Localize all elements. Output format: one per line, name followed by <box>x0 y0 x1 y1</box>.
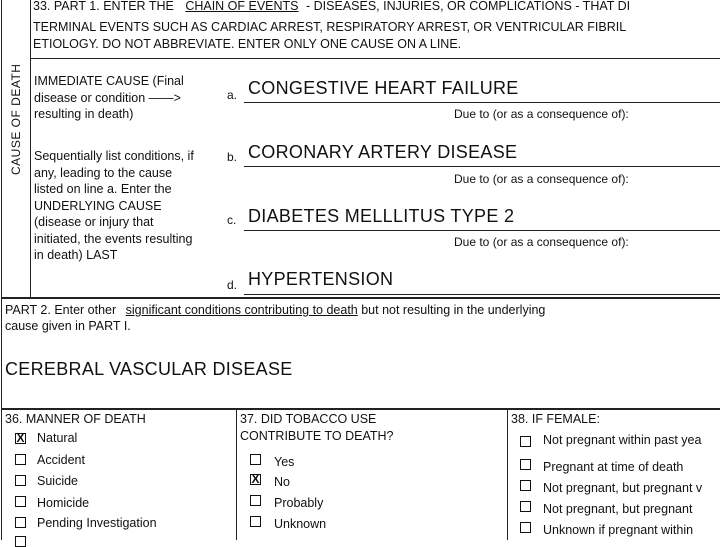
tobacco-yes-checkbox[interactable] <box>250 454 261 465</box>
tobacco-title-line2: CONTRIBUTE TO DEATH? <box>240 429 394 443</box>
pending-investigation-label: Pending Investigation <box>37 516 157 530</box>
part1-header-line3: ETIOLOGY. DO NOT ABBREVIATE. ENTER ONLY ONE CAUSE ON A LINE. <box>33 37 462 51</box>
tobacco-female-divider <box>507 408 508 540</box>
female-opt1-label: Not pregnant within past yea <box>543 433 702 447</box>
if-female-title: 38. IF FEMALE: <box>511 412 600 426</box>
due-to-b: Due to (or as a consequence of): <box>454 172 629 186</box>
cause-a-rule <box>244 102 720 103</box>
part1-number: 33. <box>33 0 51 13</box>
tobacco-probably-label: Probably <box>274 496 324 510</box>
part1-header-rule <box>30 58 720 59</box>
accident-checkbox[interactable] <box>15 454 26 465</box>
tobacco-unknown-label: Unknown <box>274 517 327 531</box>
part2-label-line1 <box>5 302 545 319</box>
female-opt2-checkbox[interactable] <box>520 459 531 470</box>
part2-label-line2: cause given in PART I. <box>5 319 131 333</box>
female-opt4-label: Not pregnant, but pregnant <box>543 502 693 516</box>
part1-header-line1 <box>33 0 630 13</box>
female-opt1-checkbox[interactable] <box>520 436 531 447</box>
part1-title-pre: PART 1. ENTER THE <box>53 0 174 13</box>
natural-checkbox[interactable]: X <box>16 431 25 445</box>
suicide-checkbox[interactable] <box>15 475 26 486</box>
manner-of-death-title: 36. MANNER OF DEATH <box>5 412 146 426</box>
chain-of-events-link: CHAIN OF EVENTS <box>185 0 299 13</box>
cause-c-letter: c. <box>227 213 237 227</box>
cause-d-letter: d. <box>227 278 238 292</box>
female-opt5-label: Unknown if pregnant within <box>543 523 694 537</box>
cutoff-checkbox[interactable] <box>15 536 26 547</box>
significant-conditions-link: significant conditions contributing to death <box>125 303 358 317</box>
cause-c-rule <box>244 230 720 231</box>
cause-b-letter: b. <box>227 150 238 164</box>
pending-investigation-checkbox[interactable] <box>15 517 26 528</box>
part2-top-rule <box>1 297 720 299</box>
part1-header-line2: TERMINAL EVENTS SUCH AS CARDIAC ARREST, RESPIRATORY ARREST, OR VENTRICULAR FIBRIL <box>33 20 627 34</box>
side-divider <box>30 0 31 297</box>
sequential-conditions-label: Sequentially list conditions, if any, leading to the cause listed on line a. Enter the UNDERLYING CAUSE (disease or injury that initiated, the events resulting in death) LAST <box>34 149 194 262</box>
part2-pre: PART 2. Enter other <box>5 303 117 317</box>
female-opt3-label: Not pregnant, but pregnant v <box>543 481 703 495</box>
female-opt5-checkbox[interactable] <box>520 522 531 533</box>
due-to-a: Due to (or as a consequence of): <box>454 107 629 121</box>
cause-d-field[interactable]: HYPERTENSION <box>248 269 394 289</box>
cause-a-letter: a. <box>227 88 238 102</box>
tobacco-no-checkbox[interactable]: X <box>251 472 260 486</box>
homicide-label: Homicide <box>37 496 90 510</box>
cause-b-field[interactable]: CORONARY ARTERY DISEASE <box>248 142 518 162</box>
part2-field[interactable]: CEREBRAL VASCULAR DISEASE <box>5 359 293 379</box>
suicide-label: Suicide <box>37 474 78 488</box>
tobacco-title-line1: 37. DID TOBACCO USE <box>240 412 377 426</box>
manner-tobacco-divider <box>236 408 237 540</box>
accident-label: Accident <box>37 453 85 467</box>
cause-c-field[interactable]: DIABETES MELLLITUS TYPE 2 <box>248 206 515 226</box>
cause-of-death-side-label: CAUSE OF DEATH <box>9 63 23 175</box>
female-opt4-checkbox[interactable] <box>520 501 531 512</box>
cause-b-rule <box>244 166 720 167</box>
tobacco-probably-checkbox[interactable] <box>250 495 261 506</box>
tobacco-no-label: No <box>274 475 290 489</box>
left-border-lower <box>1 297 2 540</box>
part1-title-post: - DISEASES, INJURIES, OR COMPLICATIONS - THAT DI <box>306 0 631 13</box>
female-opt3-checkbox[interactable] <box>520 480 531 491</box>
female-opt2-label: Pregnant at time of death <box>543 460 684 474</box>
part2-post: but not resulting in the underlying <box>361 303 546 317</box>
cause-d-rule <box>244 294 720 295</box>
immediate-cause-label: IMMEDIATE CAUSE (Final disease or condition ——> resulting in death) <box>34 74 184 121</box>
tobacco-unknown-checkbox[interactable] <box>250 516 261 527</box>
cause-a-field[interactable]: CONGESTIVE HEART FAILURE <box>248 78 519 98</box>
due-to-c: Due to (or as a consequence of): <box>454 235 629 249</box>
bottom-section-rule <box>1 408 720 410</box>
tobacco-yes-label: Yes <box>274 455 295 469</box>
left-border <box>1 0 2 297</box>
natural-label: Natural <box>37 431 78 445</box>
homicide-checkbox[interactable] <box>15 496 26 507</box>
